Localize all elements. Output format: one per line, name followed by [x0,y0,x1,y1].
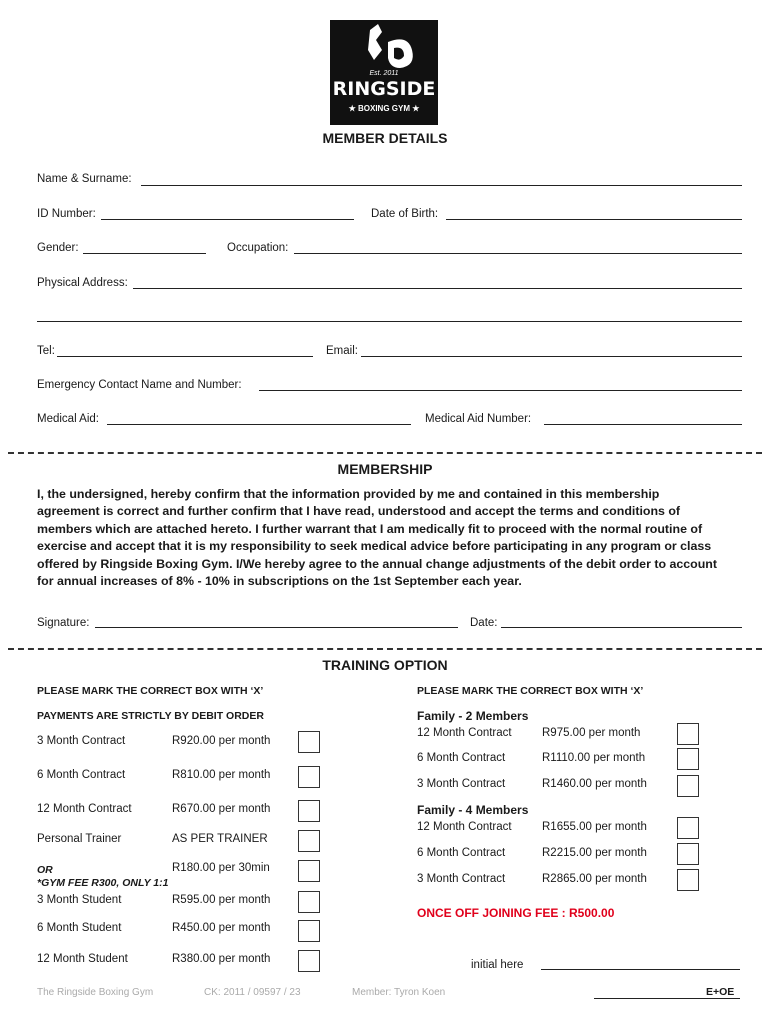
membership-title: MEMBERSHIP [337,461,433,477]
option-name: 12 Month Contract [417,727,512,739]
agreement-line: exercise and accept that it is my responsibility to seek medical advice before participating in any program or class [37,539,712,554]
option-price: R1110.00 per month [542,752,646,764]
footer-eoe: E+OE [706,986,735,998]
address-field-line2[interactable] [37,321,742,322]
option-name: 12 Month Contract [417,821,512,833]
footer-ck-number: CK: 2011 / 09597 / 23 [204,987,301,998]
occupation-label: Occupation: [227,242,289,254]
joining-fee-note: ONCE OFF JOINING FEE : R500.00 [417,906,615,920]
mark-instruction-left: PLEASE MARK THE CORRECT BOX WITH ‘X’ [37,685,264,697]
email-label: Email: [326,345,358,357]
section-divider [8,648,762,650]
initial-label: initial here [471,959,524,971]
logo-name: RINGSIDE [332,78,436,100]
option-name: Personal Trainer [37,833,122,845]
checkbox-6-month-student[interactable] [298,920,320,942]
option-price: AS PER TRAINER [172,833,268,845]
gym-logo [330,20,438,125]
option-price: R1655.00 per month [542,821,647,833]
dob-field[interactable] [446,219,742,220]
option-name: 3 Month Student [37,894,122,906]
agreement-line: I, the undersigned, hereby confirm that the information provided by me and contained in this membership [37,487,660,501]
date-label: Date: [470,617,498,629]
agreement-line: for annual increases of 8% - 10% in subscriptions on the 1st September each year. [37,574,522,589]
medical-aid-number-label: Medical Aid Number: [425,413,532,425]
option-price: R1460.00 per month [542,778,647,790]
payments-note: PAYMENTS ARE STRICTLY BY DEBIT ORDER [37,710,264,722]
logo-sub: ★ BOXING GYM ★ [348,104,420,113]
dob-label: Date of Birth: [371,208,439,220]
option-name: 6 Month Student [37,922,122,934]
option-price: R670.00 per month [172,803,271,815]
family-2-title: Family - 2 Members [417,709,529,723]
signature-label: Signature: [37,617,90,629]
logo-sub-text: BOXING GYM [357,104,410,113]
option-name: 6 Month Contract [37,769,126,781]
logo-est: Est. 2011 [369,70,399,77]
checkbox-3-month-student[interactable] [298,891,320,913]
name-label: Name & Surname: [37,173,132,185]
emergency-contact-field[interactable] [259,390,742,391]
medical-aid-label: Medical Aid: [37,413,100,425]
checkbox-personal-trainer-30min[interactable] [298,860,320,882]
option-price: R2215.00 per month [542,847,647,859]
option-name: 6 Month Contract [417,752,506,764]
address-label: Physical Address: [37,277,128,289]
option-price: R180.00 per 30min [172,862,270,874]
option-price: R920.00 per month [172,735,271,747]
option-price: R450.00 per month [172,922,271,934]
checkbox-family2-6-month[interactable] [677,748,699,770]
gender-field[interactable] [83,253,206,254]
option-price: R595.00 per month [172,894,271,906]
address-field-line1[interactable] [133,288,742,289]
gym-fee-note: *GYM FEE R300, ONLY 1:1 [37,877,169,889]
option-price: R975.00 per month [542,727,641,739]
id-number-field[interactable] [101,219,354,220]
option-price: R380.00 per month [172,953,271,965]
initial-field[interactable] [541,969,740,970]
agreement-line: members which are attached hereto. I further warrant that I am medically fit to proceed with the normal routine of [37,521,703,536]
checkbox-family4-3-month[interactable] [677,869,699,891]
checkbox-personal-trainer[interactable] [298,830,320,852]
checkbox-6-month-contract[interactable] [298,766,320,788]
option-name: 6 Month Contract [417,847,506,859]
gender-label: Gender: [37,242,79,254]
option-name: 3 Month Contract [417,778,506,790]
medical-aid-field[interactable] [107,424,411,425]
checkbox-family2-3-month[interactable] [677,775,699,797]
footer-gym-name: The Ringside Boxing Gym [37,987,154,998]
checkbox-family2-12-month[interactable] [677,723,699,745]
name-field[interactable] [141,185,742,186]
medical-aid-number-field[interactable] [544,424,742,425]
or-label: OR [37,864,53,876]
mark-instruction-right: PLEASE MARK THE CORRECT BOX WITH ‘X’ [417,685,644,697]
membership-agreement-text [37,486,749,590]
footer-line [594,998,740,999]
option-price: R810.00 per month [172,769,271,781]
family-4-title: Family - 4 Members [417,803,529,817]
option-name: 3 Month Contract [417,873,506,885]
agreement-line: agreement is correct and further confirm that I have read, understood and accept the terms and conditions of [37,504,681,519]
signature-field[interactable] [95,627,458,628]
checkbox-12-month-contract[interactable] [298,800,320,822]
occupation-field[interactable] [294,253,742,254]
checkbox-family4-12-month[interactable] [677,817,699,839]
option-name: 12 Month Contract [37,803,132,815]
training-option-title: TRAINING OPTION [322,657,448,673]
option-name: 12 Month Student [37,953,128,965]
date-field[interactable] [501,627,742,628]
section-divider [8,452,762,454]
agreement-line: offered by Ringside Boxing Gym. I/We hereby agree to the annual change adjustments of the debit order to account [37,556,717,571]
member-details-title: MEMBER DETAILS [322,130,448,146]
checkbox-3-month-contract[interactable] [298,731,320,753]
emergency-contact-label: Emergency Contact Name and Number: [37,379,242,391]
option-name: 3 Month Contract [37,735,126,747]
option-price: R2865.00 per month [542,873,647,885]
checkbox-12-month-student[interactable] [298,950,320,972]
email-field[interactable] [361,356,742,357]
tel-label: Tel: [37,345,55,357]
footer-member: Member: Tyron Koen [352,987,446,998]
tel-field[interactable] [57,356,313,357]
id-number-label: ID Number: [37,208,96,220]
checkbox-family4-6-month[interactable] [677,843,699,865]
